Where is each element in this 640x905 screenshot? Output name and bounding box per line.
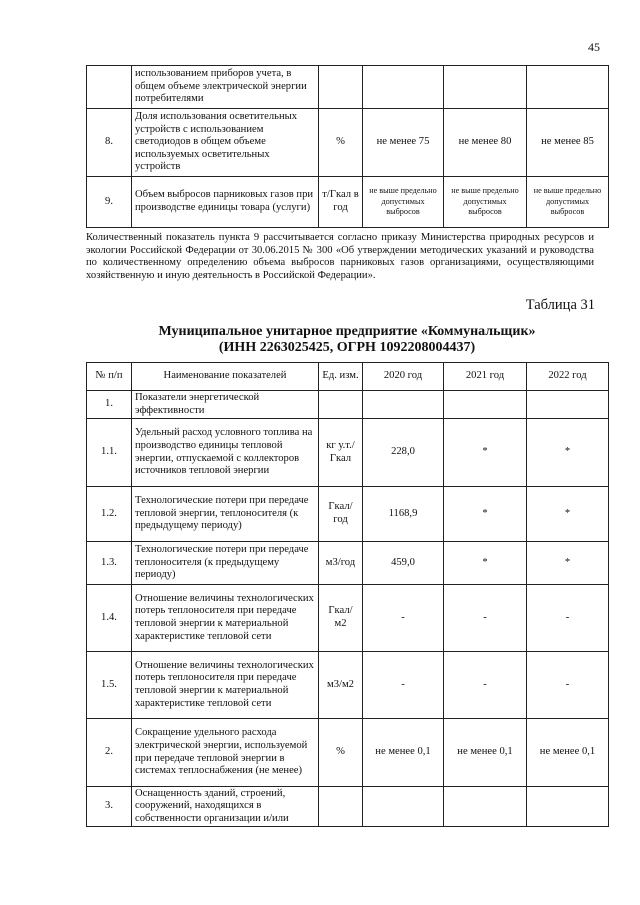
page-number: 45	[588, 40, 600, 54]
indicator-name: Объем выбросов парниковых газов при производстве единицы товара (услуги)	[132, 177, 319, 228]
organization-ids: (ИНН 2263025425, ОГРН 1092208004437)	[218, 340, 476, 355]
value-2021: не менее 80	[444, 109, 527, 177]
value-2022: *	[527, 487, 609, 542]
indicator-name: Технологические потери при передаче теплоносителя (к предыдущему периоду)	[132, 542, 319, 585]
value-2021: -	[444, 585, 527, 652]
row-number: 1.4.	[87, 585, 132, 652]
value-2022: -	[527, 652, 609, 719]
row-number	[87, 66, 132, 109]
row-number: 1.2.	[87, 487, 132, 542]
value-2020: 459,0	[363, 542, 444, 585]
value-2022: не выше предельно допустимых выбросов	[527, 177, 609, 228]
table-row	[87, 177, 609, 228]
table-row	[87, 787, 609, 827]
table-header-row	[87, 363, 609, 391]
value-2020	[363, 787, 444, 827]
indicator-name: Показатели энергетической эффективности	[132, 391, 319, 419]
table-row	[87, 542, 609, 585]
value-2022: не менее 0,1	[527, 719, 609, 787]
table-top-continuation	[86, 65, 609, 228]
table-row	[87, 652, 609, 719]
unit: т/Гкал в год	[319, 177, 363, 228]
row-number: 9.	[87, 177, 132, 228]
indicator-name: Технологические потери при передаче тепловой энергии, теплоносителя (к предыдущему периоду)	[132, 487, 319, 542]
indicator-name: Отношение величины технологических потерь теплоносителя при передаче тепловой энергии к материальной характеристике тепловой сети	[132, 652, 319, 719]
value-2021: не выше предельно допустимых выбросов	[444, 177, 527, 228]
row-number: 1.	[87, 391, 132, 419]
value-2022	[527, 66, 609, 109]
header-2021: 2021 год	[444, 363, 527, 391]
table-row	[87, 419, 609, 487]
value-2021: -	[444, 652, 527, 719]
footnote-paragraph: Количественный показатель пункта 9 рассчитывается согласно приказу Министерства природных ресурсов и экологии Российской Федерации от 30.06.2015 № 300 «Об утверждении методических указаний и руководства по количественному определению объема выбросов парниковых газов организациями, осуществляющими хозяйственную и иную деятельность в Российской Федерации».	[86, 232, 594, 281]
value-2020: -	[363, 585, 444, 652]
header-2020: 2020 год	[363, 363, 444, 391]
value-2021: *	[444, 419, 527, 487]
table-row	[87, 66, 609, 109]
value-2021	[444, 391, 527, 419]
table-main	[86, 362, 609, 827]
value-2021: *	[444, 542, 527, 585]
unit: %	[319, 109, 363, 177]
value-2021: *	[444, 487, 527, 542]
row-number: 1.3.	[87, 542, 132, 585]
row-number: 1.5.	[87, 652, 132, 719]
table-row	[87, 585, 609, 652]
organization-heading	[86, 324, 608, 356]
header-2022: 2022 год	[527, 363, 609, 391]
value-2020	[363, 66, 444, 109]
indicator-name: Удельный расход условного топлива на производство единицы тепловой энергии, отпускаемой с коллекторов источников тепловой энергии	[132, 419, 319, 487]
value-2020	[363, 391, 444, 419]
value-2020: 228,0	[363, 419, 444, 487]
value-2021	[444, 66, 527, 109]
value-2022: *	[527, 542, 609, 585]
row-number: 1.1.	[87, 419, 132, 487]
value-2022: не менее 85	[527, 109, 609, 177]
table-row	[87, 719, 609, 787]
value-2022: -	[527, 585, 609, 652]
unit: кг у.т./ Гкал	[319, 419, 363, 487]
value-2020: не выше предельно допустимых выбросов	[363, 177, 444, 228]
organization-name: Муниципальное унитарное предприятие «Коммунальщик»	[158, 324, 536, 339]
indicator-name: Доля использования осветительных устройств с использованием светодиодов в общем объеме используемых осветительных устройств	[132, 109, 319, 177]
row-number: 3.	[87, 787, 132, 827]
header-unit: Ед. изм.	[319, 363, 363, 391]
unit: %	[319, 719, 363, 787]
table-row	[87, 109, 609, 177]
value-2022: *	[527, 419, 609, 487]
value-2022	[527, 787, 609, 827]
unit	[319, 66, 363, 109]
unit	[319, 391, 363, 419]
value-2020: 1168,9	[363, 487, 444, 542]
table-row	[87, 391, 609, 419]
value-2022	[527, 391, 609, 419]
header-num: № п/п	[87, 363, 132, 391]
indicator-name: Сокращение удельного расхода электрической энергии, используемой при передаче тепловой энергии в системах теплоснабжения (не менее)	[132, 719, 319, 787]
header-name: Наименование показателей	[132, 363, 319, 391]
indicator-name: использованием приборов учета, в общем объеме электрической энергии потребителями	[132, 66, 319, 109]
value-2021: не менее 0,1	[444, 719, 527, 787]
unit: м3/год	[319, 542, 363, 585]
unit	[319, 787, 363, 827]
row-number: 8.	[87, 109, 132, 177]
table-row	[87, 487, 609, 542]
unit: м3/м2	[319, 652, 363, 719]
indicator-name: Оснащенность зданий, строений, сооружений, находящихся в собственности организации и/или	[132, 787, 319, 827]
indicator-name: Отношение величины технологических потерь теплоносителя при передаче тепловой энергии к материальной характеристике тепловой сети	[132, 585, 319, 652]
row-number: 2.	[87, 719, 132, 787]
unit: Гкал/ год	[319, 487, 363, 542]
value-2020: не менее 75	[363, 109, 444, 177]
table-label: Таблица 31	[525, 297, 595, 313]
unit: Гкал/ м2	[319, 585, 363, 652]
value-2020: не менее 0,1	[363, 719, 444, 787]
value-2020: -	[363, 652, 444, 719]
value-2021	[444, 787, 527, 827]
